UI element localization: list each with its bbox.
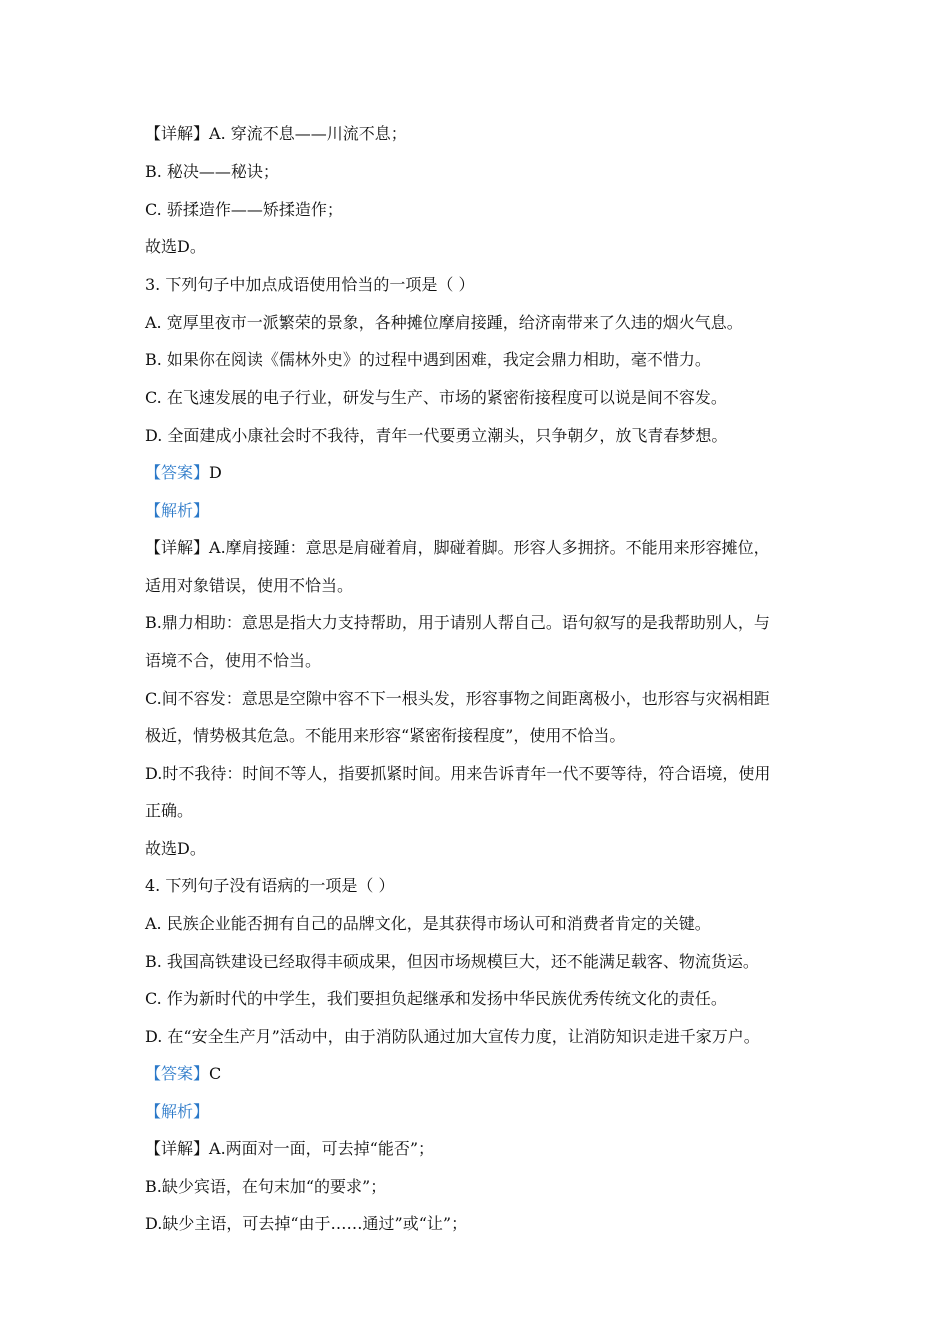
question-3-stem: 3. 下列句子中加点成语使用恰当的一项是（ ） [145, 275, 475, 294]
text-line: 语境不合，使用不恰当。 [145, 651, 322, 670]
analysis-line [145, 1102, 209, 1122]
text-line [145, 124, 407, 144]
answer-value: D [209, 463, 222, 482]
question-4-option-c: C. 作为新时代的中学生，我们要担负起继承和发扬中华民族优秀传统文化的责任。 [145, 989, 727, 1008]
text-line: D.缺少主语，可去掉“由于……通过”或“让”； [145, 1214, 468, 1233]
question-4-option-b: B. 我国高铁建设已经取得丰硕成果，但因市场规模巨大，还不能满足载客、物流货运。 [145, 952, 759, 971]
text-line: D.时不我待：时间不等人，指要抓紧时间。用来告诉青年一代不要等待，符合语境，使用 [145, 764, 771, 783]
text-line: B.鼎力相助：意思是指大力支持帮助，用于请别人帮自己。语句叙写的是我帮助别人，与 [145, 613, 770, 632]
text-line: 故选D。 [145, 237, 206, 256]
text-line: 正确。 [145, 801, 194, 820]
question-3-option-b: B. 如果你在阅读《儒林外史》的过程中遇到困难，我定会鼎力相助，毫不惜力。 [145, 350, 711, 369]
question-3-option-d: D. 全面建成小康社会时不我待，青年一代要勇立潮头，只争朝夕，放飞青春梦想。 [145, 426, 728, 445]
text-line: 故选D。 [145, 839, 206, 858]
detail-label: 【详解】 [145, 538, 210, 557]
text-line [145, 1139, 434, 1159]
answer-value: C [209, 1064, 222, 1083]
question-3-option-c: C. 在飞速发展的电子行业，研发与生产、市场的紧密衔接程度可以说是间不容发。 [145, 388, 727, 407]
text-line [145, 538, 770, 558]
analysis-label: 【解析】 [145, 1102, 210, 1121]
line-text: A.摩肩接踵：意思是肩碰着肩，脚碰着脚。形容人多拥挤。不能用来形容摊位， [209, 538, 770, 557]
answer-line [145, 463, 222, 483]
text-line: 适用对象错误，使用不恰当。 [145, 576, 354, 595]
detail-label: 【详解】 [145, 1139, 210, 1158]
answer-label: 【答案】 [145, 1064, 210, 1083]
question-3-option-a: A. 宽厚里夜市一派繁荣的景象，各种摊位摩肩接踵，给济南带来了久违的烟火气息。 [145, 313, 743, 332]
question-4-option-d: D. 在“安全生产月”活动中，由于消防队通过加大宣传力度，让消防知识走进千家万户。 [145, 1027, 760, 1046]
question-4-option-a: A. 民族企业能否拥有自己的品牌文化，是其获得市场认可和消费者肯定的关键。 [145, 914, 711, 933]
text-line: C.间不容发：意思是空隙中容不下一根头发，形容事物之间距离极小，也形容与灾祸相距 [145, 689, 770, 708]
text-line: B. 秘决——秘诀； [145, 162, 279, 181]
question-4-stem: 4. 下列句子没有语病的一项是（ ） [145, 876, 395, 895]
answer-label: 【答案】 [145, 463, 210, 482]
line-text: A.两面对一面，可去掉“能否”； [209, 1139, 435, 1158]
analysis-label: 【解析】 [145, 501, 210, 520]
line-text: A. 穿流不息——川流不息； [209, 124, 407, 143]
text-line: B.缺少宾语，在句末加“的要求”； [145, 1177, 387, 1196]
answer-line [145, 1064, 221, 1084]
detail-label: 【详解】 [145, 124, 210, 143]
text-line: C. 骄揉造作——矫揉造作； [145, 200, 343, 219]
text-line: 极近，情势极其危急。不能用来形容“紧密衔接程度”，使用不恰当。 [145, 726, 626, 745]
analysis-line [145, 501, 209, 521]
